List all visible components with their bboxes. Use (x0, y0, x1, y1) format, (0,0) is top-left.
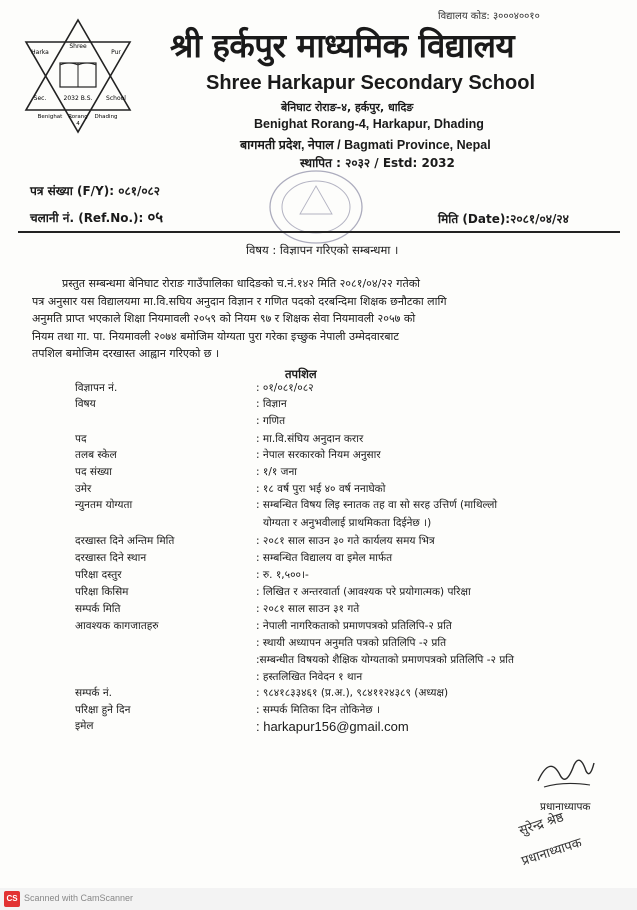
paragraph-line: तपशिल बमोजिम दरखास्त आह्वान गरिएको छ । (32, 347, 220, 360)
school-stamp (266, 168, 366, 246)
paragraph-line: नियम तथा गा. पा. नियमावली २०७४ बमोजिम योग्यता पुरा गरेका इच्छुक नेपाली उम्मेदवारबाट (32, 329, 399, 343)
fy-value: ०८१/०८२ (118, 184, 161, 198)
letter-date (438, 210, 569, 227)
fiscal-year (30, 182, 160, 199)
school-code: विद्यालय कोड: ३०००४००१० (438, 11, 540, 22)
svg-text:Harka: Harka (31, 49, 49, 56)
stamp-name: सुरेन्द्र श्रेष्ठ (517, 810, 566, 839)
detail-row (0, 568, 637, 584)
scanner-watermark (0, 888, 637, 910)
detail-value: : विज्ञान (256, 398, 287, 410)
ref-value: ०५ (147, 208, 164, 226)
svg-text:Dhading: Dhading (94, 114, 118, 120)
svg-text:Rorang: Rorang (68, 114, 88, 120)
established: स्थापित : २०३२ / Estd: 2032 (300, 156, 455, 170)
scanner-text: Scanned with CamScanner (24, 893, 134, 903)
principal-label: प्रधानाध्यापक (540, 801, 591, 813)
detail-label: न्युनतम योग्यता (75, 499, 133, 511)
paragraph-line: अनुमति प्राप्त भएकाले शिक्षा नियमावली २०५९ को नियम ९७ र शिक्षक सेवा नियमावली २०५७ को (32, 312, 416, 325)
camscanner-logo: CS (4, 891, 20, 907)
paragraph-line: पत्र अनुसार यस विद्यालयमा मा.वि.सघिय अनुदान विज्ञान र गणित पदको दरबन्दिमा शिक्षक छनौटका लागि (32, 294, 447, 308)
detail-row (0, 719, 637, 735)
detail-label: सम्पर्क मिति (75, 603, 121, 615)
school-logo (20, 18, 136, 134)
header-divider (18, 231, 620, 233)
detail-label: सम्पर्क नं. (75, 687, 112, 699)
detail-label: आवश्यक कागजातहरु (75, 620, 159, 632)
details-heading: तपशिल (285, 367, 317, 381)
detail-value: : ९८४१८३३४६१ (प्र.अ.), ९८४११२४३८९ (अध्यक्ष) (256, 687, 449, 699)
svg-text:2032 B.S.: 2032 B.S. (63, 95, 93, 102)
detail-label: विषय (75, 398, 96, 410)
detail-row (0, 414, 637, 430)
detail-value: योग्यता र अनुभवीलाई प्राथमिकता दिईनेछ ।) (263, 517, 432, 529)
fy-label: पत्र संख्या (F/Y): (30, 184, 119, 198)
detail-label: पद संख्या (75, 466, 112, 478)
svg-text:Sec.: Sec. (33, 95, 47, 102)
detail-label: तलब स्केल (75, 449, 117, 461)
detail-row (0, 381, 637, 397)
svg-text:School: School (106, 95, 126, 102)
detail-value: : मा.वि.संघिय अनुदान करार (256, 433, 364, 445)
school-title-np: श्री हर्कपुर माध्यमिक विद्यालय (170, 26, 515, 65)
stamp-title: प्रधानाध्यापक (519, 835, 584, 870)
detail-row (0, 653, 637, 669)
detail-value: : २०८१ साल साउन ३० गते कार्यलय समय भित्र (256, 535, 435, 547)
ref-label: चलानी नं. (Ref.No.): (30, 211, 148, 225)
detail-row (0, 619, 637, 635)
detail-value: : स्थायी अध्यापन अनुमति पत्रको प्रतिलिपि -२ प्रति (256, 637, 447, 649)
svg-text:Benighat: Benighat (37, 114, 63, 120)
address-en: Benighat Rorang-4, Harkapur, Dhading (254, 117, 484, 131)
body-paragraph (32, 275, 614, 363)
paragraph-line: प्रस्तुत सम्बन्धमा बेनिघाट रोराङ गाउँपालिका धादिङको च.नं.१४२ मिति २०८१/०४/२२ गतेको (62, 277, 421, 290)
detail-label: दरखास्त दिने स्थान (75, 552, 147, 564)
reference-number (30, 207, 163, 227)
svg-text:Shree: Shree (69, 43, 87, 50)
date-value: २०८१/०४/२४ (510, 212, 569, 226)
detail-row (0, 551, 637, 567)
detail-label: उमेर (75, 483, 92, 495)
detail-value: : नेपाली नागरिकताको प्रमाणपत्रको प्रतिलिपि-२ प्रति (256, 620, 452, 632)
principal-name-stamp (500, 808, 620, 874)
detail-row (0, 686, 637, 702)
svg-text:4: 4 (76, 121, 80, 127)
email-value[interactable]: : harkapur156@gmail.com (256, 719, 409, 734)
detail-row (0, 498, 637, 514)
detail-row (0, 534, 637, 550)
detail-value: : सम्बन्धित विद्यालय वा इमेल मार्फत (256, 552, 393, 564)
detail-value: :सम्बन्धीत विषयको शैक्षिक योग्यताको प्रमाणपत्रको प्रतिलिपि -२ प्रति (256, 654, 515, 666)
detail-value: : १८ वर्ष पुरा भई ४० वर्ष ननाघेको (256, 483, 386, 495)
detail-row (0, 448, 637, 464)
detail-value: : नेपाल सरकारको नियम अनुसार (256, 449, 381, 461)
detail-row (0, 465, 637, 481)
detail-label: इमेल (75, 720, 94, 732)
svg-text:Pur: Pur (111, 49, 121, 56)
detail-value: : लिखित र अन्तरवार्ता (आवश्यक परे प्रयोगात्मक) परिक्षा (256, 586, 471, 598)
detail-label: दरखास्त दिने अन्तिम मिति (75, 535, 175, 547)
detail-value: : ०१/०८१/०८२ (256, 382, 314, 394)
detail-value: : १/१ जना (256, 466, 298, 478)
detail-row (0, 602, 637, 618)
detail-label: विज्ञापन नं. (75, 382, 118, 394)
detail-label: परिक्षा हुने दिन (75, 704, 131, 716)
detail-row (0, 482, 637, 498)
address-np: बेनिघाट रोराङ-४, हर्कपुर, धादिङ (281, 101, 414, 114)
detail-row (0, 703, 637, 719)
detail-label: परिक्षा दस्तुर (75, 569, 122, 581)
signature (530, 745, 600, 795)
detail-value: : गणित (256, 415, 286, 427)
detail-label: पद (75, 433, 87, 445)
school-title-en: Shree Harkapur Secondary School (206, 72, 536, 94)
detail-value: : सम्पर्क मितिका दिन तोकिनेछ । (256, 704, 380, 716)
detail-value: : हस्तलिखित निवेदन १ थान (256, 671, 363, 683)
detail-row (0, 397, 637, 413)
detail-value: : २०८१ साल साउन ३१ गते (256, 603, 360, 615)
detail-value: : रु. १,५००।- (256, 569, 309, 581)
date-label: मिति (Date): (438, 212, 511, 226)
detail-label: परिक्षा किसिम (75, 586, 129, 598)
detail-value: : सम्बन्धित विषय लिइ स्नातक तह वा सो सरह उत्तिर्ण (माथिल्लो (256, 499, 498, 511)
detail-row (0, 636, 637, 652)
province: बागमती प्रदेश, नेपाल / Bagmati Province, Nepal (240, 138, 491, 152)
detail-row (0, 585, 637, 601)
detail-row (0, 516, 637, 532)
detail-row (0, 432, 637, 448)
subject-line: विषय : विज्ञापन गरिएको सम्बन्धमा । (246, 243, 399, 257)
detail-row (0, 670, 637, 686)
